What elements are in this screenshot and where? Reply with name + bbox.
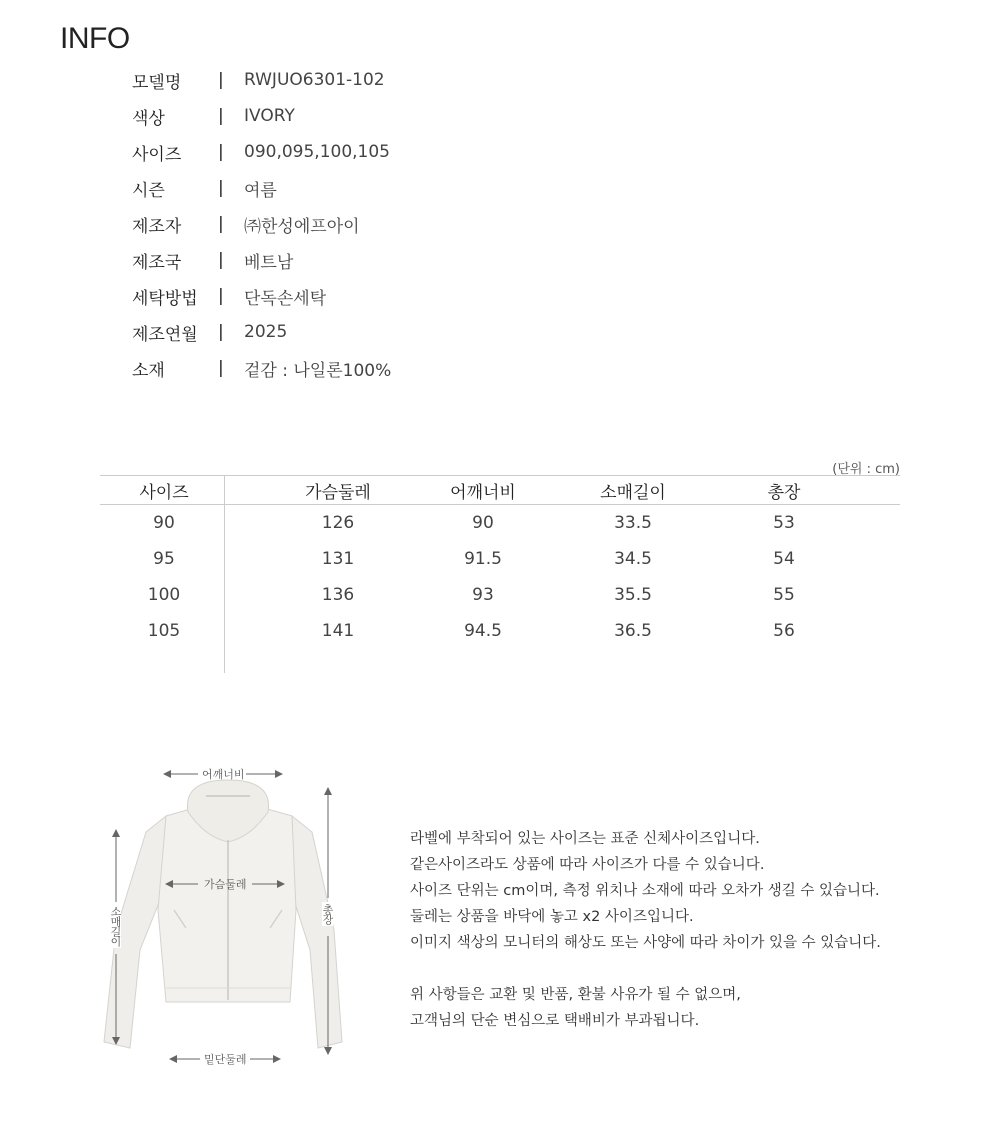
table-cell: 93 bbox=[472, 585, 494, 605]
info-row-date bbox=[132, 314, 391, 350]
info-row-washing bbox=[132, 278, 391, 314]
info-list bbox=[132, 62, 391, 386]
table-cell: 91.5 bbox=[464, 549, 502, 569]
info-value: ㈜한성에프아이 bbox=[244, 216, 360, 237]
header-size: 사이즈 bbox=[139, 482, 189, 503]
info-separator: | bbox=[218, 142, 224, 162]
label-sleeve: 소매길이 bbox=[109, 906, 122, 946]
table-cell: 36.5 bbox=[614, 621, 652, 641]
table-cell: 56 bbox=[773, 621, 795, 641]
table-cell: 141 bbox=[321, 621, 355, 641]
note-line: 같은사이즈라도 상품에 따라 사이즈가 다를 수 있습니다. bbox=[410, 857, 765, 873]
measurement-diagram bbox=[96, 760, 366, 1080]
label-chest: 가슴둘레 bbox=[204, 878, 247, 891]
label-hem: 밑단둘레 bbox=[204, 1053, 247, 1066]
info-key: 모델명 bbox=[132, 72, 182, 93]
info-separator: | bbox=[218, 250, 224, 270]
info-row-size bbox=[132, 134, 391, 170]
table-cell: 55 bbox=[773, 585, 795, 605]
policy-line: 고객님의 단순 변심으로 택배비가 부과됩니다. bbox=[410, 1013, 700, 1029]
table-cell: 35.5 bbox=[614, 585, 652, 605]
info-row-country bbox=[132, 242, 391, 278]
info-title: INFO bbox=[60, 22, 130, 55]
info-separator: | bbox=[218, 214, 224, 234]
info-key: 세탁방법 bbox=[132, 288, 198, 309]
info-row-color bbox=[132, 98, 391, 134]
info-key: 색상 bbox=[132, 108, 165, 129]
info-key: 제조국 bbox=[132, 252, 182, 273]
header-length: 총장 bbox=[767, 482, 801, 503]
table-cell: 90 bbox=[472, 513, 494, 533]
table-cell: 34.5 bbox=[614, 549, 652, 569]
table-row bbox=[100, 505, 900, 541]
info-value: 090,095,100,105 bbox=[244, 142, 391, 162]
info-key: 사이즈 bbox=[132, 144, 182, 165]
info-row-season bbox=[132, 170, 391, 206]
note-spacer bbox=[410, 956, 881, 982]
note-line: 둘레는 상품을 바닥에 놓고 x2 사이즈입니다. bbox=[410, 909, 694, 925]
table-row bbox=[100, 541, 900, 577]
table-cell: 136 bbox=[321, 585, 355, 605]
info-row-material bbox=[132, 350, 391, 386]
info-key: 소재 bbox=[132, 360, 165, 381]
label-length: 총장 bbox=[321, 904, 334, 924]
note-line: 라벨에 부착되어 있는 사이즈는 표준 신체사이즈입니다. bbox=[410, 831, 760, 847]
table-row bbox=[100, 577, 900, 613]
info-value: 베트남 bbox=[244, 252, 294, 273]
header-chest: 가슴둘레 bbox=[305, 482, 371, 503]
header-sleeve: 소매길이 bbox=[600, 482, 666, 503]
info-value: 2025 bbox=[244, 322, 288, 342]
info-key: 시즌 bbox=[132, 180, 165, 201]
table-cell: 131 bbox=[321, 549, 355, 569]
unit-label: (단위 : cm) bbox=[832, 462, 900, 477]
table-cell: 53 bbox=[773, 513, 795, 533]
table-cell: 90 bbox=[153, 513, 175, 533]
table-cell: 95 bbox=[153, 549, 175, 569]
info-key: 제조자 bbox=[132, 216, 182, 237]
policy-line: 위 사항들은 교환 및 반품, 환불 사유가 될 수 없으며, bbox=[410, 987, 741, 1003]
table-cell: 100 bbox=[147, 585, 181, 605]
table-cell: 54 bbox=[773, 549, 795, 569]
table-cell: 94.5 bbox=[464, 621, 502, 641]
info-row-model bbox=[132, 62, 391, 98]
table-cell: 126 bbox=[321, 513, 355, 533]
table-row bbox=[100, 613, 900, 649]
info-value: 여름 bbox=[244, 180, 277, 201]
info-separator: | bbox=[218, 322, 224, 342]
info-separator: | bbox=[218, 178, 224, 198]
info-separator: | bbox=[218, 286, 224, 306]
header-shoulder: 어깨너비 bbox=[450, 482, 516, 503]
info-value: 단독손세탁 bbox=[244, 288, 327, 309]
size-notes bbox=[410, 826, 881, 1034]
info-value: RWJUO6301-102 bbox=[244, 70, 385, 90]
info-key: 제조연월 bbox=[132, 324, 198, 345]
label-shoulder: 어깨너비 bbox=[202, 768, 245, 781]
size-table bbox=[100, 475, 900, 649]
table-header bbox=[100, 475, 900, 505]
info-separator: | bbox=[218, 70, 224, 90]
note-line: 사이즈 단위는 cm이며, 측정 위치나 소재에 따라 오차가 생길 수 있습니다. bbox=[410, 883, 880, 899]
info-value: IVORY bbox=[244, 106, 295, 126]
table-cell: 33.5 bbox=[614, 513, 652, 533]
info-separator: | bbox=[218, 106, 224, 126]
note-line: 이미지 색상의 모니터의 해상도 또는 사양에 따라 차이가 있을 수 있습니다. bbox=[410, 935, 881, 951]
table-cell: 105 bbox=[147, 621, 181, 641]
info-value: 겉감 : 나일론100% bbox=[244, 360, 392, 381]
info-separator: | bbox=[218, 358, 224, 378]
info-row-manufacturer bbox=[132, 206, 391, 242]
